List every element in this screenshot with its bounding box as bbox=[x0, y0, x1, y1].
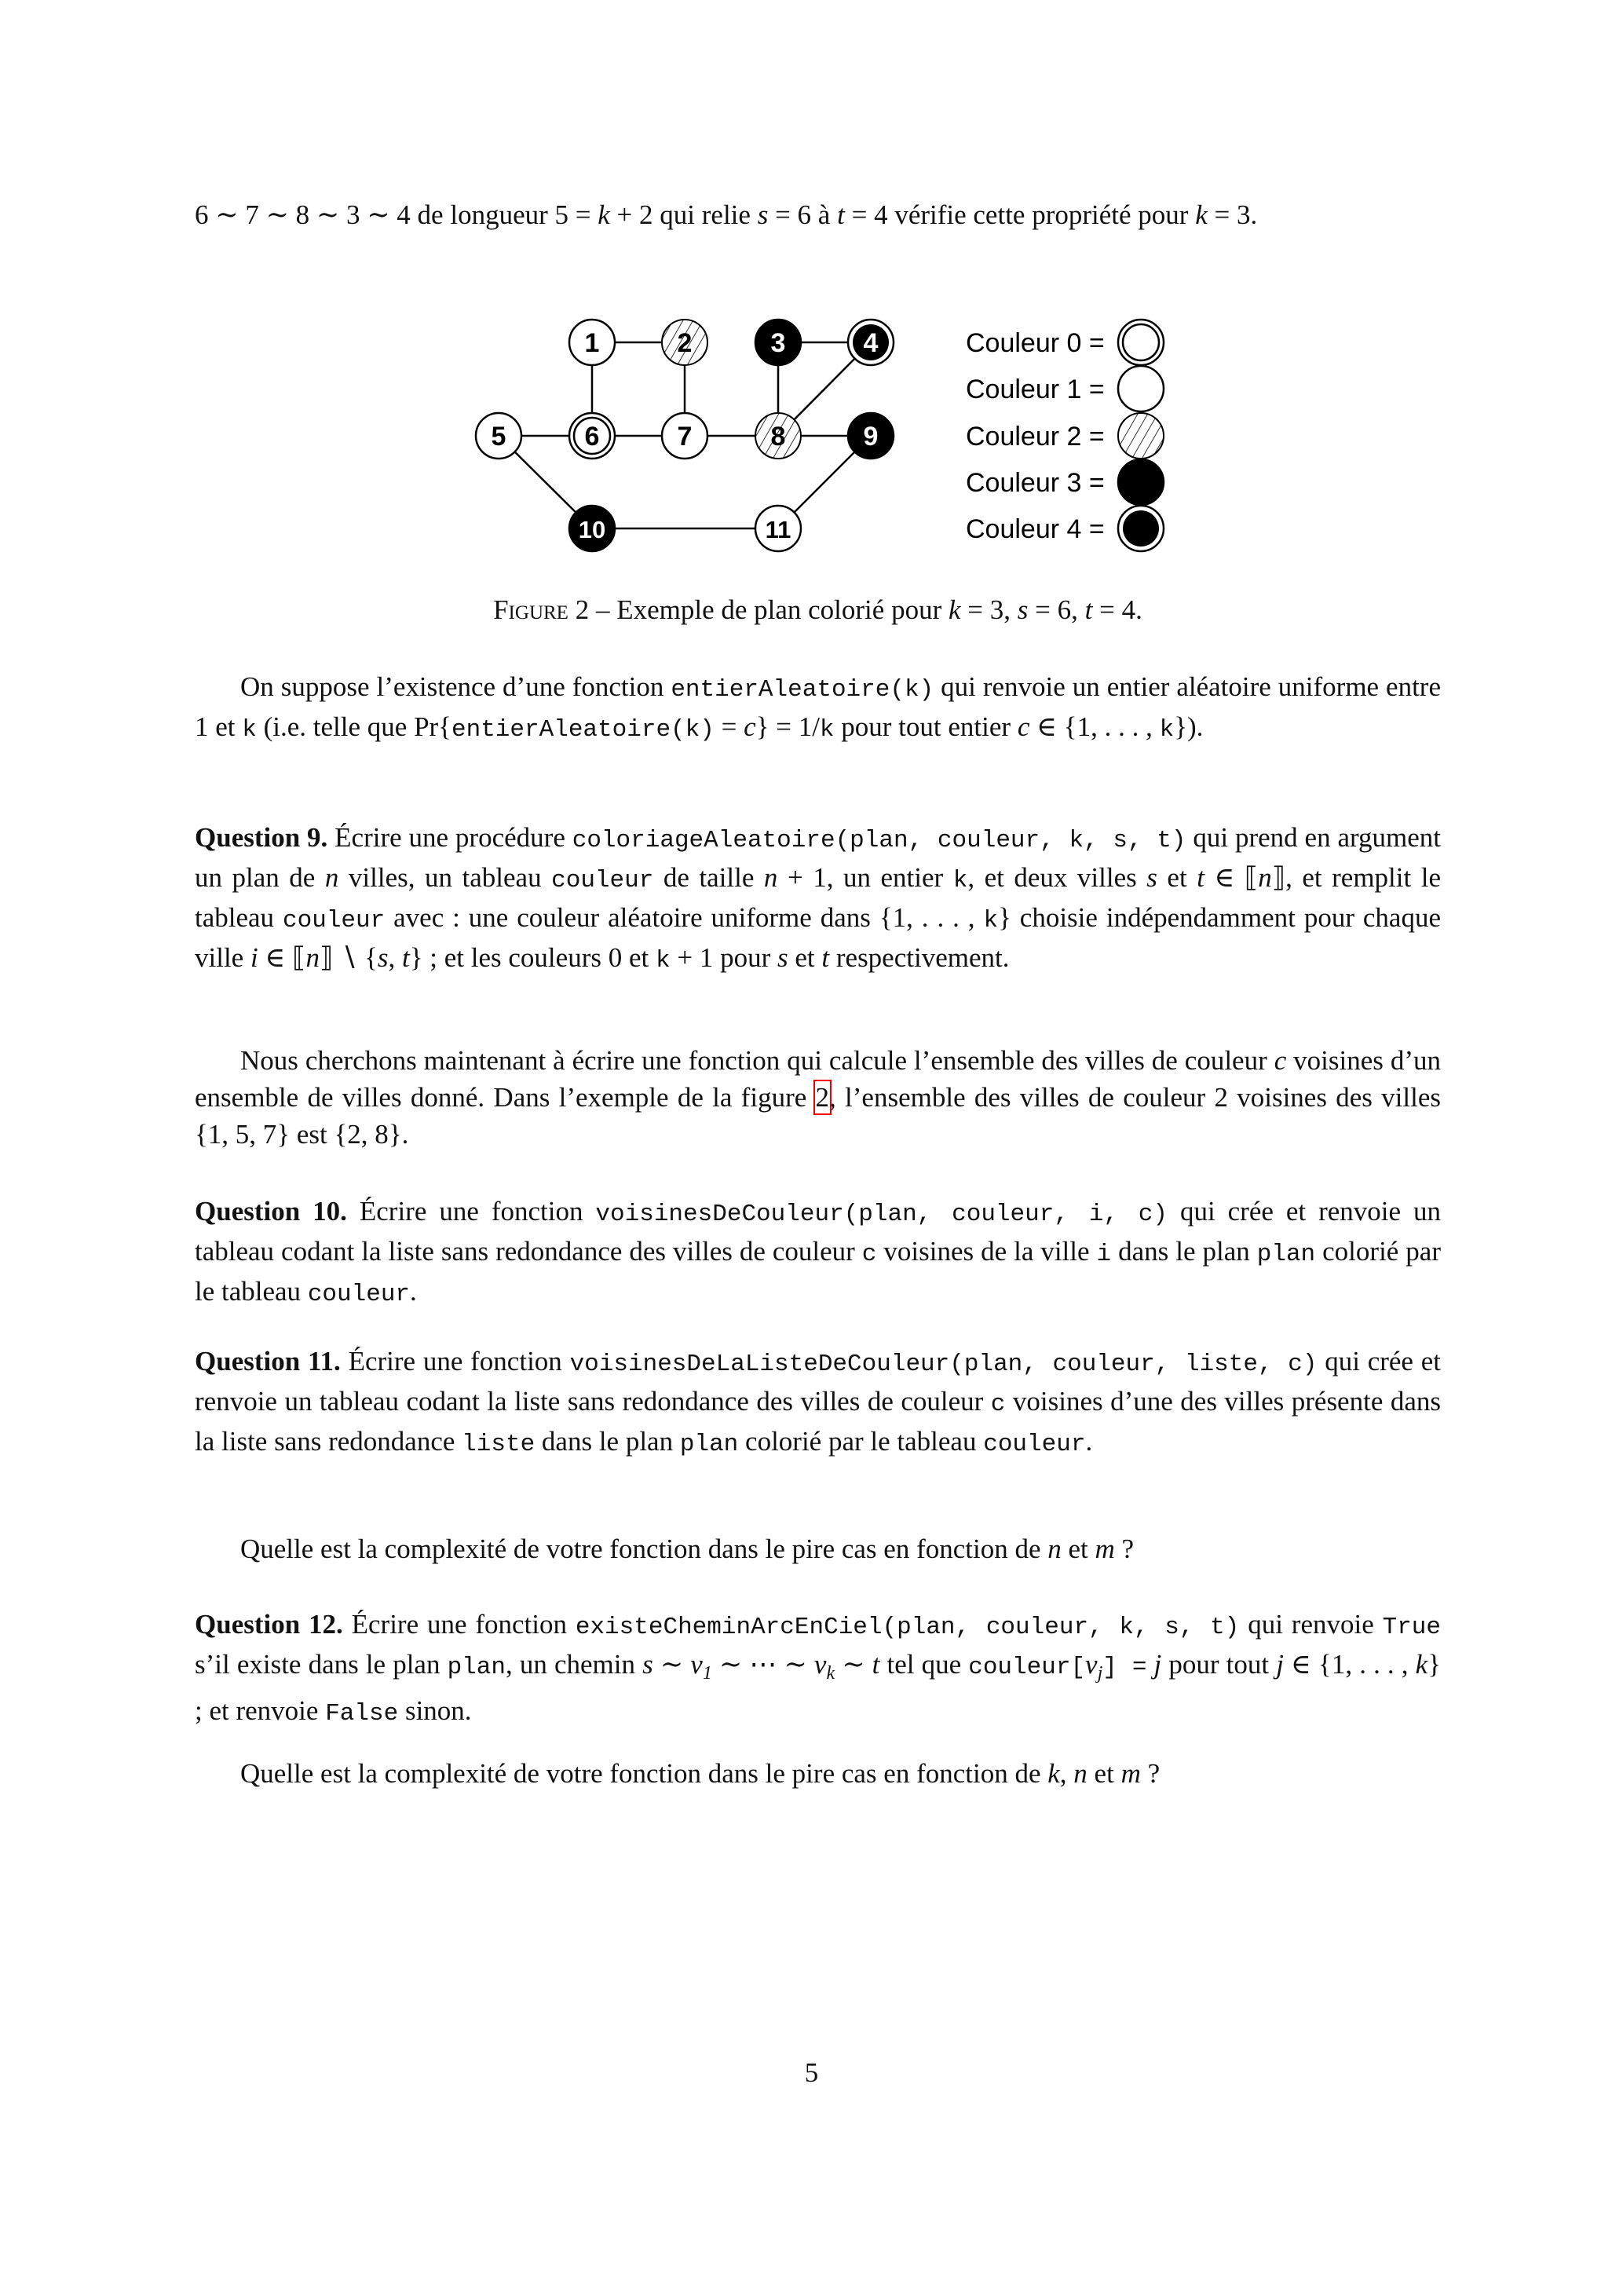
code-inline: couleur bbox=[282, 907, 386, 934]
math-subscript: 1 bbox=[702, 1663, 712, 1684]
code-inline: entierAleatoire(k) bbox=[451, 716, 715, 744]
complexity-question-2 bbox=[195, 1755, 1441, 1792]
code-inline: plan bbox=[679, 1431, 739, 1458]
text-run: } ; et renvoie bbox=[195, 1649, 1441, 1726]
math-subscript: k bbox=[826, 1663, 835, 1684]
math-variable: v bbox=[813, 1649, 827, 1680]
text-run: qui renvoie bbox=[1239, 1609, 1383, 1640]
legend-swatch-couleur-0 bbox=[1118, 320, 1164, 365]
math-variable: s bbox=[757, 199, 769, 230]
code-inline: True bbox=[1382, 1614, 1442, 1641]
text-run: } choisie indépendamment pour chaque ville bbox=[195, 902, 1441, 973]
text-run: ? bbox=[1140, 1758, 1161, 1789]
graph-node-7 bbox=[662, 413, 707, 459]
math-variable: c bbox=[1274, 1045, 1287, 1076]
text-run: = 4 vérifie cette propriété pour bbox=[844, 199, 1196, 230]
text-run: et bbox=[1061, 1534, 1095, 1564]
text-run: voisines de la ville bbox=[876, 1236, 1097, 1267]
text-run: colorié par le tableau bbox=[195, 1236, 1441, 1307]
math-variable: n bbox=[324, 862, 339, 893]
text-run: = 3. bbox=[1207, 199, 1258, 230]
text-run: ∈ {1, . . . , bbox=[1283, 1649, 1416, 1680]
figure-colored-graph bbox=[0, 0, 1623, 581]
math-variable: n bbox=[1258, 862, 1272, 893]
graph-node-2 bbox=[662, 320, 707, 365]
math-variable: t bbox=[1197, 862, 1204, 893]
text-run: Écrire une procédure bbox=[327, 822, 572, 853]
math-variable: s bbox=[642, 1649, 653, 1680]
text-run: et bbox=[1157, 862, 1197, 893]
text-run: Quelle est la complexité de votre fonction dans le pire cas en fonction de bbox=[240, 1534, 1048, 1564]
math-variable: t bbox=[402, 942, 410, 973]
node-label: 5 bbox=[491, 422, 506, 452]
node-label: 10 bbox=[578, 516, 606, 543]
code-inline: c bbox=[861, 1241, 877, 1268]
code-inline: k bbox=[242, 716, 257, 744]
code-inline: couleur bbox=[551, 867, 654, 894]
figure-reference-link[interactable]: 2 bbox=[815, 1082, 830, 1113]
graph-node-8 bbox=[755, 413, 801, 459]
question-11 bbox=[195, 1343, 1441, 1463]
code-inline: c bbox=[990, 1391, 1006, 1418]
math-variable: n bbox=[763, 862, 778, 893]
text-run: } ; et les couleurs 0 et bbox=[409, 942, 656, 973]
math-variable: v bbox=[1085, 1649, 1098, 1680]
text-run: , un chemin bbox=[506, 1649, 643, 1680]
node-label: 1 bbox=[584, 328, 600, 358]
text-run: avec : une couleur aléatoire uniforme dans {1, . . . , bbox=[385, 902, 984, 933]
question-10 bbox=[195, 1193, 1441, 1313]
graph-node-11 bbox=[755, 506, 801, 551]
text-run: ∼ ⋯ ∼ bbox=[711, 1649, 814, 1680]
legend-label: Couleur 1 = bbox=[966, 375, 1105, 404]
text-run: = 4. bbox=[1092, 594, 1142, 625]
graph-node-5 bbox=[476, 413, 521, 459]
text-run: ∼ bbox=[835, 1649, 872, 1680]
node-label: 9 bbox=[863, 422, 879, 452]
code-inline: k bbox=[655, 947, 671, 974]
text-run: = 3, bbox=[960, 594, 1018, 625]
text-run: Écrire une fonction bbox=[346, 1196, 596, 1227]
graph-node-1 bbox=[569, 320, 615, 365]
code-inline: coloriageAleatoire(plan, couleur, k, s, t) bbox=[572, 827, 1186, 854]
code-inline: False bbox=[325, 1700, 399, 1727]
math-variable: t bbox=[1084, 594, 1093, 625]
code-inline: k bbox=[983, 907, 999, 934]
math-variable: n bbox=[305, 942, 320, 973]
code-inline: liste bbox=[462, 1431, 536, 1458]
text-run: et bbox=[788, 942, 822, 973]
text-run: Nous cherchons maintenant à écrire une fonction qui calcule l’ensemble des villes de couleur bbox=[240, 1045, 1274, 1076]
math-variable: v bbox=[690, 1649, 703, 1680]
text-run: } = 1/ bbox=[755, 711, 820, 742]
text-run: qui prend en argument un plan de bbox=[195, 822, 1441, 893]
page-number: 5 bbox=[804, 2057, 819, 2088]
node-label: 11 bbox=[765, 516, 791, 543]
math-variable: i bbox=[250, 942, 258, 973]
legend-swatch-couleur-4 bbox=[1118, 506, 1164, 551]
code-inline: voisinesDeLaListeDeCouleur(plan, couleur, liste, c) bbox=[569, 1351, 1318, 1378]
math-variable: t bbox=[872, 1649, 880, 1680]
graph-node-10 bbox=[569, 506, 615, 551]
figure-label: Figure 2 bbox=[493, 594, 590, 625]
paragraph-entier-aleatoire bbox=[195, 668, 1441, 748]
legend-label: Couleur 3 = bbox=[966, 468, 1105, 498]
math-subscript: j bbox=[1097, 1663, 1103, 1684]
text-run: et bbox=[1087, 1758, 1121, 1789]
node-label: 4 bbox=[863, 328, 879, 358]
text-run: voisines d’un ensemble de villes donné. Dans l’exemple de la figure bbox=[195, 1045, 1442, 1113]
math-variable: m bbox=[1120, 1758, 1141, 1789]
text-run: tel que bbox=[879, 1649, 969, 1680]
math-variable: j bbox=[1153, 1649, 1162, 1680]
graph-node-4 bbox=[848, 320, 894, 365]
text-run: + 1 pour bbox=[670, 942, 777, 973]
math-variable: s bbox=[1017, 594, 1029, 625]
text-run: ∼ bbox=[652, 1649, 691, 1680]
legend-label: Couleur 2 = bbox=[966, 422, 1105, 452]
math-variable: k bbox=[1047, 1758, 1060, 1789]
text-run: ? bbox=[1114, 1534, 1135, 1564]
text-run: ⟧, et remplit le tableau bbox=[195, 862, 1442, 933]
text-run: = bbox=[714, 711, 744, 742]
code-inline: entierAleatoire(k) bbox=[671, 676, 934, 704]
math-variable: s bbox=[1146, 862, 1157, 893]
text-run: , bbox=[388, 942, 402, 973]
code-inline: ] = bbox=[1102, 1654, 1147, 1681]
text-run: dans le plan bbox=[1111, 1236, 1257, 1267]
node-label: 8 bbox=[770, 422, 786, 452]
text-run: Écrire une fonction bbox=[342, 1609, 576, 1640]
math-variable: t bbox=[837, 199, 845, 230]
math-variable: s bbox=[777, 942, 788, 973]
code-inline: k bbox=[952, 867, 968, 894]
figure-caption bbox=[195, 591, 1441, 628]
text-run: pour tout bbox=[1161, 1649, 1277, 1680]
question-12 bbox=[195, 1606, 1441, 1732]
text-run: – Exemple de plan colorié pour bbox=[589, 594, 949, 625]
text-run: Écrire une fonction bbox=[340, 1346, 570, 1377]
legend-swatch-couleur-2 bbox=[1118, 413, 1164, 459]
math-variable: k bbox=[598, 199, 610, 230]
text-run: de taille bbox=[653, 862, 764, 893]
code-inline: plan bbox=[1256, 1241, 1316, 1268]
text-run: , et deux villes bbox=[967, 862, 1147, 893]
text-run: pour tout entier bbox=[834, 711, 1018, 742]
code-inline: couleur bbox=[307, 1281, 411, 1308]
text-run: dans le plan bbox=[535, 1426, 680, 1457]
math-variable: k bbox=[1195, 199, 1208, 230]
text-run: ∈ ⟦ bbox=[258, 942, 306, 973]
legend-label: Couleur 4 = bbox=[966, 514, 1105, 544]
text-run: ∈ ⟦ bbox=[1204, 862, 1259, 893]
question-9 bbox=[195, 819, 1441, 979]
math-variable: j bbox=[1276, 1649, 1284, 1680]
code-inline: couleur bbox=[983, 1431, 1086, 1458]
math-variable: t bbox=[821, 942, 830, 973]
math-variable: k bbox=[1415, 1649, 1428, 1680]
code-inline: voisinesDeCouleur(plan, couleur, i, c) bbox=[595, 1201, 1168, 1228]
text-run: villes, un tableau bbox=[338, 862, 552, 893]
text-run: , bbox=[1059, 1758, 1074, 1789]
text-run: + 1, un entier bbox=[777, 862, 953, 893]
text-run: . bbox=[410, 1276, 417, 1307]
math-variable: s bbox=[377, 942, 389, 973]
paragraph-voisines-intro bbox=[195, 1042, 1441, 1153]
math-variable: c bbox=[1017, 711, 1030, 742]
graph-node-9 bbox=[848, 413, 894, 459]
text-run: . bbox=[1085, 1426, 1093, 1457]
text-run: sinon. bbox=[398, 1695, 472, 1726]
text-run: qui crée et renvoie un tableau codant la liste sans redondance des villes de couleur bbox=[195, 1196, 1441, 1267]
text-run: (i.e. telle que Pr{ bbox=[256, 711, 451, 742]
math-variable: n bbox=[1047, 1534, 1062, 1564]
legend-swatch-couleur-1 bbox=[1118, 366, 1164, 411]
text-run: respectivement. bbox=[829, 942, 1010, 973]
text-run: s’il existe dans le plan bbox=[195, 1649, 448, 1680]
text-run: qui renvoie un entier aléatoire uniforme entre 1 et bbox=[195, 671, 1441, 742]
code-inline: i bbox=[1096, 1241, 1112, 1268]
graph-node-6 bbox=[569, 413, 615, 459]
complexity-question-1 bbox=[195, 1530, 1441, 1567]
text-run: }). bbox=[1174, 711, 1204, 742]
text-run: voisines d’une des villes présente dans la liste sans redondance bbox=[195, 1386, 1442, 1457]
code-inline: k bbox=[819, 716, 835, 744]
node-label: 7 bbox=[677, 422, 693, 452]
text-run bbox=[1146, 1649, 1153, 1680]
code-inline: existeCheminArcEnCiel(plan, couleur, k, s, t) bbox=[575, 1614, 1240, 1641]
node-label: 3 bbox=[770, 328, 786, 358]
math-variable: m bbox=[1095, 1534, 1115, 1564]
question-label: Question 11. bbox=[195, 1346, 341, 1377]
text-run: ⟧ ∖ { bbox=[319, 942, 378, 973]
graph-node-3 bbox=[755, 320, 801, 365]
question-label: Question 9. bbox=[195, 822, 328, 853]
legend-swatch-couleur-3 bbox=[1118, 459, 1164, 505]
code-inline: plan bbox=[447, 1654, 506, 1681]
question-label: Question 12. bbox=[195, 1609, 343, 1640]
text-run: On suppose l’existence d’une fonction bbox=[240, 671, 671, 702]
text-run: = 6 à bbox=[768, 199, 838, 230]
math-variable: c bbox=[744, 711, 756, 742]
node-label: 2 bbox=[677, 328, 693, 358]
question-label: Question 10. bbox=[195, 1196, 347, 1227]
text-run: Quelle est la complexité de votre fonction dans le pire cas en fonction de bbox=[240, 1758, 1048, 1789]
math-variable: k bbox=[948, 594, 961, 625]
text-run: colorié par le tableau bbox=[738, 1426, 984, 1457]
text-run: ∈ {1, . . . , bbox=[1029, 711, 1160, 742]
text-run: = 6, bbox=[1028, 594, 1085, 625]
node-label: 6 bbox=[584, 422, 600, 452]
text-run: qui crée et renvoie un tableau codant la liste sans redondance des villes de couleur bbox=[195, 1346, 1441, 1417]
text-run: 6 ∼ 7 ∼ 8 ∼ 3 ∼ 4 de longueur 5 = bbox=[195, 199, 598, 230]
code-inline: k bbox=[1159, 716, 1175, 744]
text-run: , l’ensemble des villes de couleur 2 voisines des villes {1, 5, 7} est {2, 8}. bbox=[195, 1082, 1441, 1150]
legend-label: Couleur 0 = bbox=[966, 328, 1105, 358]
math-variable: n bbox=[1073, 1758, 1087, 1789]
text-run: + 2 qui relie bbox=[609, 199, 758, 230]
code-inline: couleur[ bbox=[968, 1654, 1086, 1681]
